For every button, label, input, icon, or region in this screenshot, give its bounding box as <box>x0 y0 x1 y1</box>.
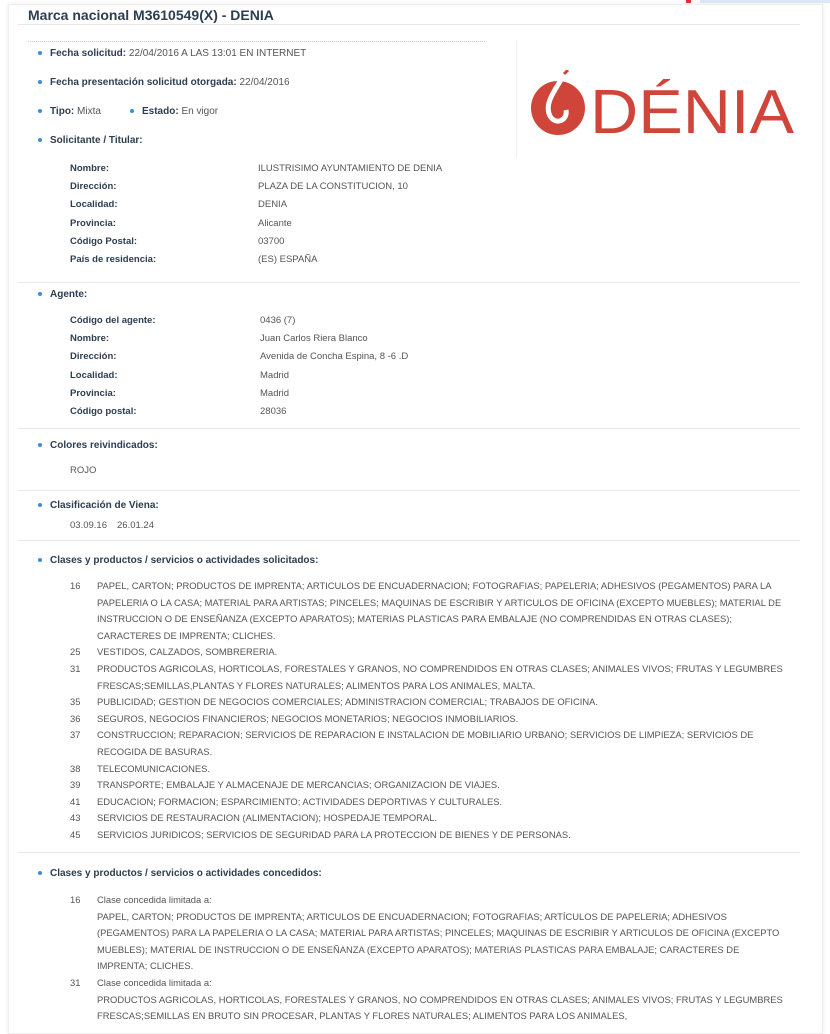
class-description: PUBLICIDAD; GESTION DE NEGOCIOS COMERCIALES; ADMINISTRACION COMERCIAL; TRABAJOS DE OFICINA. <box>97 696 598 708</box>
divider <box>516 40 517 158</box>
field-value: Madrid <box>260 387 290 399</box>
class-item <box>70 578 790 644</box>
class-description: PAPEL, CARTON; PRODUCTOS DE IMPRENTA; ARTICULOS DE ENCUADERNACION; FOTOGRAFIAS; ARTÍCULOS DE PAPELERIA; ADHESIVOS (PEGAMENTOS) PARA LA PAPELERIA O LA CASA; MATERIAL PARA ARTISTAS; PINCELES; MAQUINAS DE ESCRIBIR Y ARTICULOS DE OFICINA (EXCEPTO MUEBLES); MATERIAL DE INSTRUCCION O DE ENSEÑANZA (EXCEPTO APARATOS); MATERIAS PLASTICAS PARA EMBALAJE; CARACTERES DE IMPRENTA; CLICHES. <box>97 910 780 972</box>
concedidos-list <box>70 892 790 1025</box>
value: En vigor <box>181 106 219 117</box>
class-item <box>70 777 790 794</box>
class-item <box>70 810 790 827</box>
fecha-presentacion <box>38 77 290 88</box>
value: 22/04/2016 <box>239 77 290 88</box>
field-label: Provincia: <box>70 217 116 229</box>
field-label: Código postal: <box>70 406 137 417</box>
field-label: Localidad: <box>70 369 118 381</box>
class-description: PRODUCTOS AGRICOLAS, HORTICOLAS, FORESTALES Y GRANOS, NO COMPRENDIDOS EN OTRAS CLASES; ANIMALES VIVOS; FRUTAS Y LEGUMBRES FRESCAS;SEMILLAS,PLANTAS Y FLORES NATURALES; ALIMENTOS PARA LOS ANIMALES, MALTA. <box>97 662 783 691</box>
concedidos-heading <box>38 868 322 879</box>
field-value: 0436 (7) <box>260 315 296 326</box>
class-description: VESTIDOS, CALZADOS, SOMBRERERIA. <box>97 646 278 658</box>
class-limit-heading: Clase concedida limitada a: <box>97 976 212 988</box>
solicitados-list <box>70 578 790 844</box>
class-number: 45 <box>70 828 81 840</box>
trademark-panel <box>8 4 823 1034</box>
label: Fecha solicitud: <box>50 48 127 59</box>
class-item <box>70 711 790 728</box>
class-item <box>70 761 790 778</box>
label: Clasificación de Viena: <box>50 500 159 511</box>
field-label: Nombre: <box>70 163 110 174</box>
field-value: Juan Carlos Riera Blanco <box>260 333 368 345</box>
class-limit-heading: Clase concedida limitada a: <box>97 894 212 905</box>
class-number: 16 <box>70 894 81 905</box>
field-value: 03700 <box>258 235 285 247</box>
divider <box>28 41 485 42</box>
class-number: 16 <box>70 580 81 591</box>
field-value: DENIA <box>258 199 288 211</box>
class-item <box>70 827 790 844</box>
solicitante-heading <box>38 135 143 146</box>
estado <box>130 106 218 117</box>
field-label: Localidad: <box>70 199 118 211</box>
class-item <box>70 727 790 760</box>
label: Colores reivindicados: <box>50 440 158 451</box>
class-item <box>70 694 790 711</box>
divider <box>18 428 800 429</box>
field-label: Dirección: <box>70 181 117 193</box>
top-indicator <box>686 0 691 3</box>
divider <box>18 282 800 283</box>
class-description: SERVICIOS DE RESTAURACION (ALIMENTACION); HOSPEDAJE TEMPORAL. <box>97 812 437 824</box>
class-description: TRANSPORTE; EMBALAJE Y ALMACENAJE DE MERCANCIAS; ORGANIZACION DE VIAJES. <box>97 779 500 791</box>
class-number: 35 <box>70 696 81 708</box>
top-bar <box>700 0 830 3</box>
divider <box>18 852 800 853</box>
field-value: 28036 <box>260 406 287 417</box>
field-label: Código Postal: <box>70 235 138 247</box>
class-description: PRODUCTOS AGRICOLAS, HORTICOLAS, FORESTALES Y GRANOS, NO COMPRENDIDOS EN OTRAS CLASES; ANIMALES VIVOS; FRUTAS Y LEGUMBRES FRESCAS;SEMILLAS EN BRUTO SIN PROCESAR, PLANTAS Y FLORES NATURALES; ALIMENTOS PARA LOS ANIMALES, <box>97 993 783 1022</box>
viena-code: 26.01.24 <box>117 520 154 531</box>
label: Clases y productos / servicios o actividades solicitados: <box>50 555 319 566</box>
class-number: 37 <box>70 729 81 741</box>
viena-heading <box>38 500 159 511</box>
tipo <box>38 106 101 117</box>
field-value: Madrid <box>260 369 290 381</box>
value: 22/04/2016 A LAS 13:01 EN INTERNET <box>128 48 307 59</box>
class-item <box>70 892 790 975</box>
colores-heading <box>38 440 158 451</box>
class-item <box>70 644 790 661</box>
class-item <box>70 975 790 1025</box>
divider <box>18 490 800 491</box>
class-number: 41 <box>70 795 81 807</box>
class-description: PAPEL, CARTON; PRODUCTOS DE IMPRENTA; ARTICULOS DE ENCUADERNACION; FOTOGRAFIAS; PAPELERIA; ADHESIVOS (PEGAMENTOS) PARA LA PAPELERIA O LA CASA; MATERIAL PARA ARTISTAS; PINCELES; MAQUINAS DE ESCRIBIR Y ARTICULOS DE OFICINA (EXCEPTO MUEBLES); MATERIAL DE INSTRUCCION O DE ENSEÑANZA (EXCEPTO APARATOS); MATERIAS PLASTICAS PARA EMBALAJE (NO COMPRENDIDAS EN OTRAS CLASES); CARACTERES DE IMPRENTA; CLICHES. <box>97 580 782 641</box>
label: Fecha presentación solicitud otorgada: <box>50 77 237 88</box>
class-description: CONSTRUCCION; REPARACION; SERVICIOS DE REPARACION E INSTALACION DE MOBILIARIO URBANO; SERVICIOS DE LIMPIEZA; SERVICIOS DE RECOGIDA DE BASURAS. <box>97 729 754 757</box>
label: Tipo: <box>50 106 75 117</box>
field-value: Avenida de Concha Espina, 8 -6 .D <box>260 351 409 363</box>
label: Clases y productos / servicios o actividades concedidos: <box>50 868 322 879</box>
class-number: 38 <box>70 762 81 774</box>
page-title: Marca nacional M3610549(X) - DENIA <box>28 7 274 23</box>
class-description: SERVICIOS JURIDICOS; SERVICIOS DE SEGURIDAD PARA LA PROTECCION DE BIENES Y DE PERSONAS. <box>97 828 571 840</box>
divider <box>18 540 800 541</box>
label: Agente: <box>50 289 88 300</box>
fecha-solicitud <box>38 48 306 59</box>
divider <box>18 24 800 25</box>
label: Estado: <box>142 106 179 117</box>
field-label: Nombre: <box>70 333 110 345</box>
label: Solicitante / Titular: <box>50 135 143 146</box>
class-number: 31 <box>70 662 81 674</box>
svg-text:DÉNIA: DÉNIA <box>590 78 795 140</box>
field-label: Dirección: <box>70 351 117 363</box>
field-label: País de residencia: <box>70 254 157 265</box>
class-number: 25 <box>70 646 81 658</box>
trademark-logo <box>528 70 798 140</box>
field-value: ILUSTRISIMO AYUNTAMIENTO DE DENIA <box>258 163 443 174</box>
class-item <box>70 661 790 694</box>
class-item <box>70 794 790 811</box>
viena-code: 03.09.16 <box>70 520 107 531</box>
field-label: Código del agente: <box>70 315 156 326</box>
value: Mixta <box>77 106 101 117</box>
colores-value: ROJO <box>70 465 97 476</box>
field-value: PLAZA DE LA CONSTITUCION, 10 <box>258 181 408 193</box>
class-number: 39 <box>70 779 81 791</box>
field-value: Alicante <box>258 217 292 229</box>
class-number: 36 <box>70 712 81 724</box>
class-description: EDUCACION; FORMACION; ESPARCIMIENTO; ACTIVIDADES DEPORTIVAS Y CULTURALES. <box>97 795 503 807</box>
class-description: TELECOMUNICACIONES. <box>97 762 211 774</box>
field-value: (ES) ESPAÑA <box>258 254 318 265</box>
agente-heading <box>38 289 87 300</box>
class-number: 43 <box>70 812 81 824</box>
class-description: SEGUROS, NEGOCIOS FINANCIEROS; NEGOCIOS MONETARIOS; NEGOCIOS INMOBILIARIOS. <box>97 712 519 724</box>
field-label: Provincia: <box>70 387 116 399</box>
class-number: 31 <box>70 976 81 988</box>
solicitados-heading <box>38 555 318 566</box>
